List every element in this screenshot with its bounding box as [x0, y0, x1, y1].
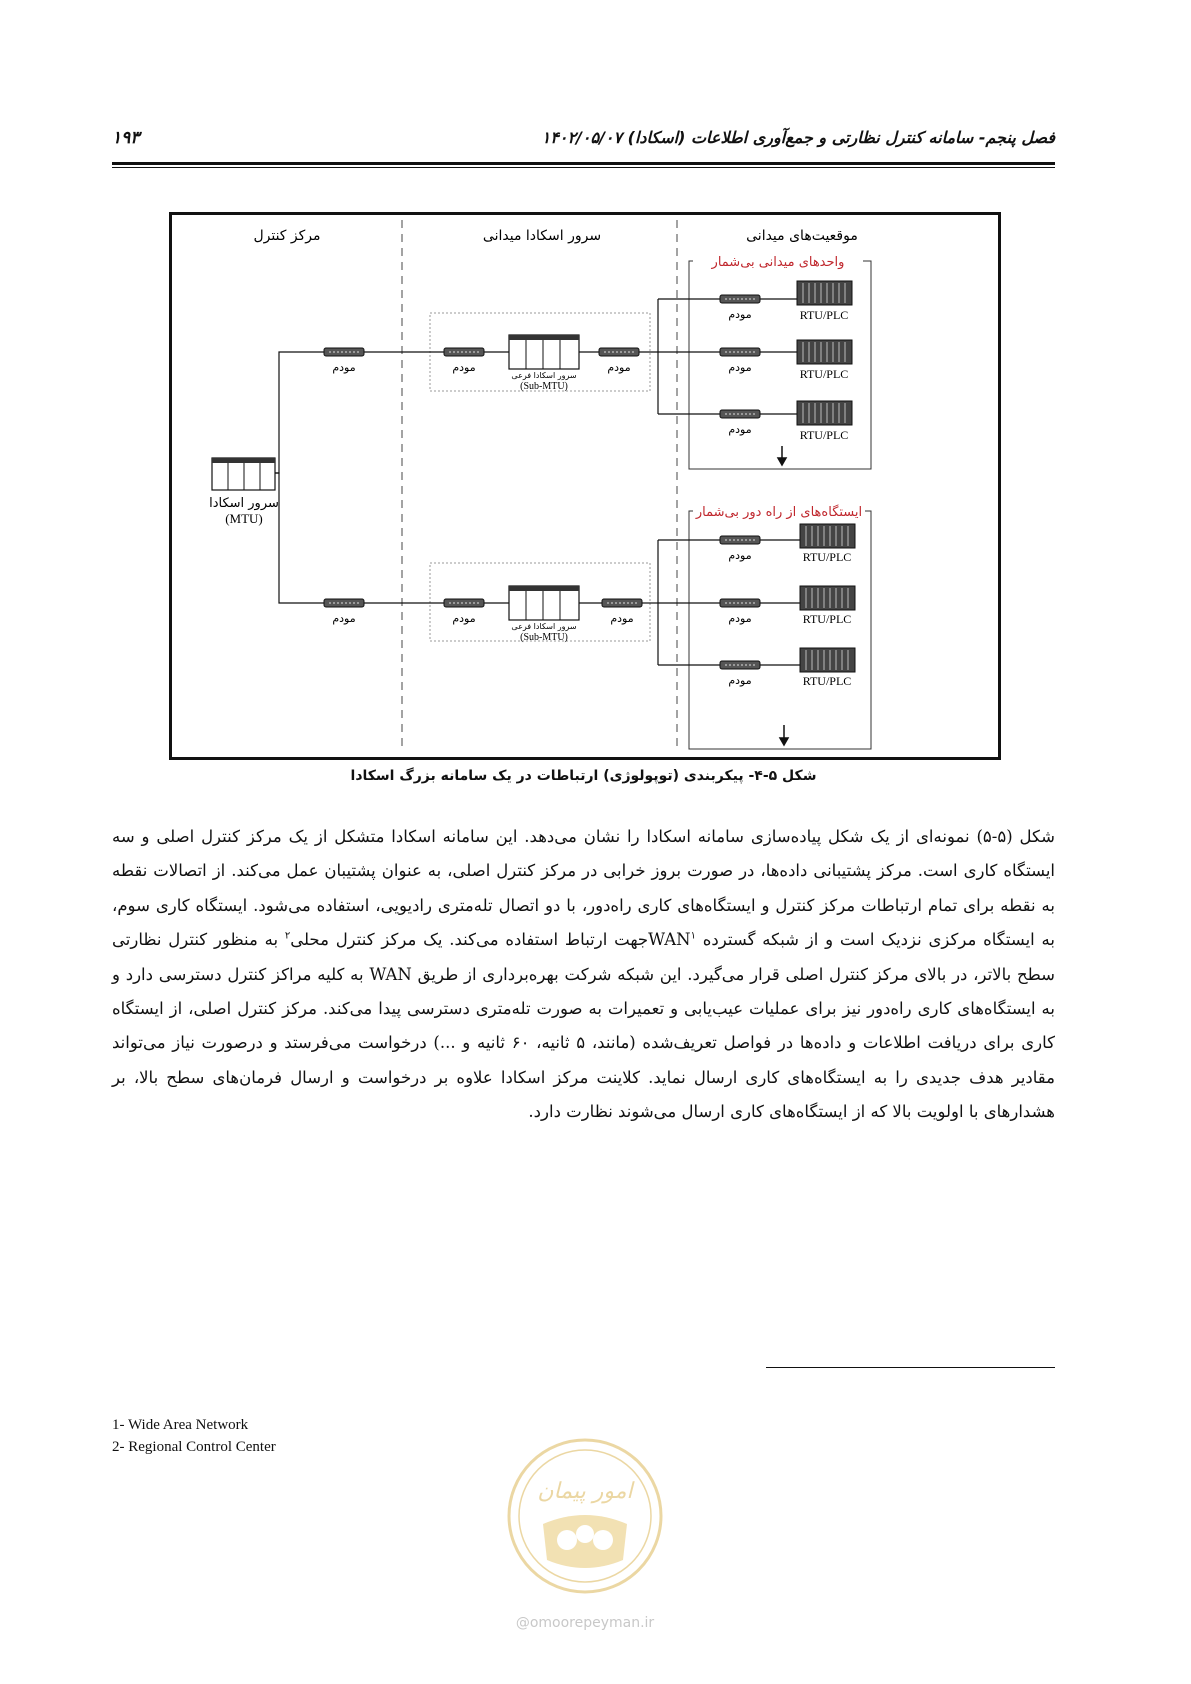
watermark-logo-text: امور پیمان — [537, 1479, 633, 1504]
sub-mtu-label-fa: سرور اسکادا فرعی — [511, 622, 577, 631]
rtu-plc-icon — [797, 401, 852, 425]
group-label-remote-stations: ایستگاه‌های از راه دور بی‌شمار — [695, 505, 863, 520]
chapter-title: فصل پنجم- سامانه کنترل نظارتی و جمع‌آوری اطلاعات (اسکادا) ۱۴۰۲/۰۵/۰۷ — [541, 128, 1055, 147]
footnotes — [112, 1414, 276, 1458]
page-header — [112, 128, 1055, 162]
sub-mtu-server-lower — [509, 586, 579, 620]
figure-caption: شکل ۵-۴- پیکربندی (توپولوژی) ارتباطات در یک سامانه بزرگ اسکادا — [350, 768, 817, 784]
modem-icon — [720, 348, 760, 356]
rtu-plc-icon — [800, 586, 855, 610]
modem-label: مودم — [728, 423, 752, 436]
modem-icon — [599, 348, 639, 356]
sub-mtu-label-fa: سرور اسکادا فرعی — [511, 371, 577, 380]
group-label-field-units: واحدهای میدانی بی‌شمار — [711, 255, 845, 270]
footnote-1: 1- Wide Area Network — [112, 1417, 249, 1433]
rtu-plc-icon — [797, 281, 852, 305]
modem-icon — [324, 599, 364, 607]
rtu-plc-icon — [800, 648, 855, 672]
zone-title-control-center: مرکز کنترل — [253, 228, 321, 244]
wan-term: WAN — [648, 930, 691, 950]
zone-title-field-server: سرور اسکادا میدانی — [482, 228, 602, 244]
rtu-label: RTU/PLC — [799, 367, 849, 381]
modem-icon — [720, 599, 760, 607]
modem-label: مودم — [607, 361, 631, 374]
rtu-label: RTU/PLC — [802, 550, 852, 564]
modem-label: مودم — [728, 612, 752, 625]
sub-mtu-label-en: (Sub-MTU) — [520, 381, 568, 392]
mtu-label-fa: سرور اسکادا — [209, 496, 279, 511]
footnote-ref-1[interactable]: ۱ — [690, 930, 696, 942]
sub-mtu-server-upper — [509, 335, 579, 369]
topology-figure — [169, 212, 1001, 760]
body-paragraph — [112, 820, 1055, 1130]
rtu-plc-icon — [797, 340, 852, 364]
continuation-arrow-icon — [780, 725, 788, 745]
modem-icon — [720, 410, 760, 418]
modem-label: مودم — [332, 361, 356, 374]
modem-icon — [324, 348, 364, 356]
modem-icon — [720, 536, 760, 544]
modem-label: مودم — [728, 674, 752, 687]
watermark-logo-icon — [505, 1436, 665, 1596]
rtu-label: RTU/PLC — [799, 308, 849, 322]
header-rule — [112, 162, 1055, 165]
footnote-2: 2- Regional Control Center — [112, 1439, 276, 1455]
modem-icon — [444, 348, 484, 356]
zone-title-field-sites: موقعیت‌های میدانی — [746, 228, 858, 244]
modem-label: مودم — [728, 549, 752, 562]
header-rule-thin — [112, 167, 1055, 168]
sub-mtu-label-en: (Sub-MTU) — [520, 632, 568, 643]
rtu-label: RTU/PLC — [799, 428, 849, 442]
topology-diagram — [172, 215, 998, 757]
modem-label: مودم — [610, 612, 634, 625]
body-text-part1: شکل (۵-۵) نمونه‌ای از یک شکل پیاده‌سازی سامانه اسکادا را نشان می‌دهد. این سامانه اسکادا متشکل از یک مرکز کنترل اصلی و سه ایستگاه کاری است. مرکز پشتیبانی داده‌ها، در صورت بروز خرابی در مرکز کنترل اصلی، به عنوان پشتیبان عمل می‌کند. از اتصالات نقطه به نقطه برای تمام ارتباطات مرکز کنترل و ایستگاه‌های کاری راه‌دور، با دو اتصال تله‌متری رادیویی، استفاده می‌شود. ایستگاه کاری سوم، به ایستگاه مرکزی نزدیک است و از شبکه گسترده — [112, 827, 1055, 950]
body-text-part2: جهت ارتباط استفاده می‌کند. یک مرکز کنترل محلی — [290, 930, 649, 950]
rtu-label: RTU/PLC — [802, 674, 852, 688]
modem-icon — [444, 599, 484, 607]
modem-icon — [720, 295, 760, 303]
rtu-plc-icon — [800, 524, 855, 548]
modem-icon — [720, 661, 760, 669]
modem-label: مودم — [452, 612, 476, 625]
modem-label: مودم — [332, 612, 356, 625]
page-number: ۱۹۳ — [112, 128, 140, 148]
footnote-ref-2[interactable]: ۲ — [284, 930, 291, 942]
continuation-arrow-icon — [778, 446, 786, 465]
mtu-server — [212, 458, 275, 490]
watermark-site: @omoorepeyman.ir — [515, 1615, 655, 1631]
rtu-label: RTU/PLC — [802, 612, 852, 626]
mtu-label-en: (MTU) — [225, 511, 263, 526]
rtu-labels — [800, 308, 852, 688]
modem-icon — [602, 599, 642, 607]
body-text-part3: به منظور کنترل نظارتی سطح بالاتر، در بالای مرکز کنترل اصلی قرار می‌گیرد. این شبکه شرکت بهره‌برداری از طریق WAN به کلیه مراکز کنترل دسترسی دارد و به ایستگاه‌های کاری راه‌دور نیز برای عملیات عیب‌یابی و تعمیرات به صورت تله‌متری دسترسی پیدا می‌کند. مرکز کنترل اصلی، از ایستگاه کاری برای دریافت اطلاعات و داده‌ها در فواصل تعریف‌شده (مانند، ۵ ثانیه، ۶۰ ثانیه و ...) درخواست می‌فرستد و درصورت نیاز می‌تواند مقادیر هدف جدیدی را به ایستگاه‌های کاری ارسال نماید. کلاینت مرکز اسکادا علاوه بر درخواست و ارسال فرمان‌های سطح بالا، بر هشدارهای با اولویت بالا که از ایستگاه‌های کاری ارسال می‌شوند نظارت دارد. — [112, 930, 1055, 1122]
footnote-rule — [766, 1367, 1055, 1368]
modem-label: مودم — [728, 308, 752, 321]
modem-label: مودم — [728, 361, 752, 374]
modem-label: مودم — [452, 361, 476, 374]
